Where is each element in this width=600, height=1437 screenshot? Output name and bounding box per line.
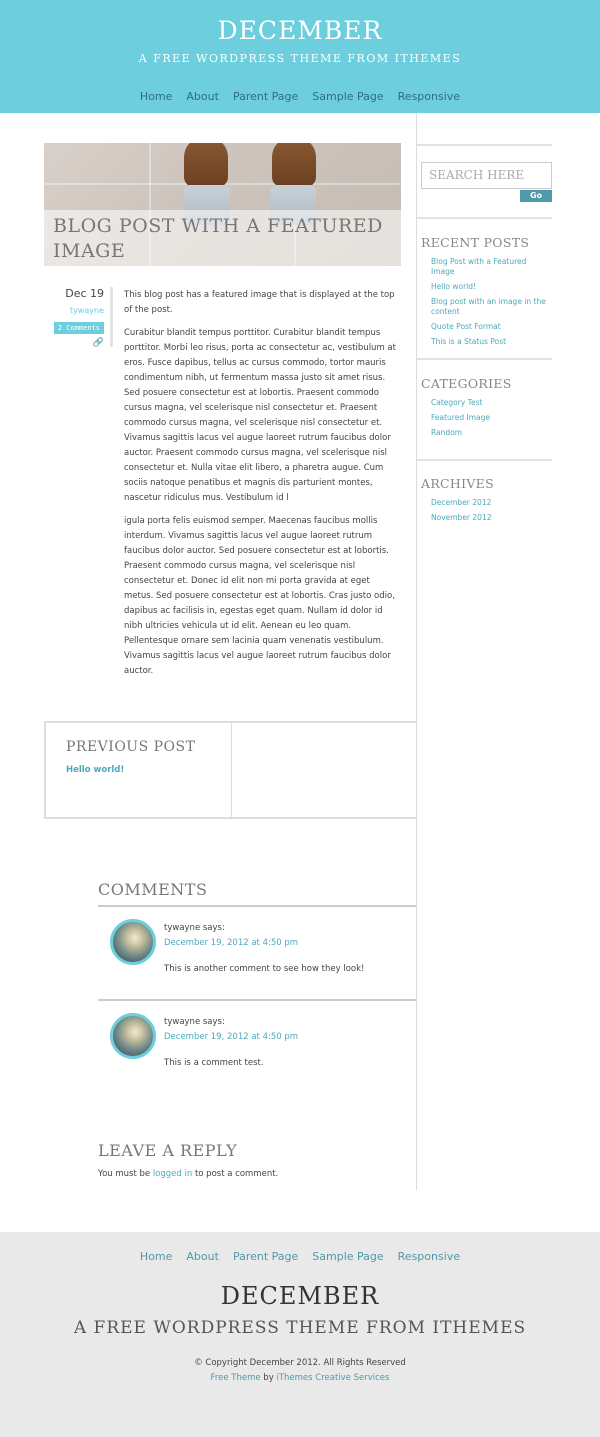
comment-date-link[interactable]: December 19, 2012 at 4:50 pm bbox=[164, 1032, 299, 1042]
post-navigation bbox=[44, 721, 417, 819]
credits-by: by bbox=[260, 1373, 277, 1383]
free-theme-link[interactable]: Free Theme bbox=[210, 1373, 261, 1383]
ithemes-link[interactable]: iThemes Creative Services bbox=[276, 1373, 390, 1383]
previous-post-link[interactable]: Hello world! bbox=[66, 765, 125, 775]
post-date: Dec 19 bbox=[65, 287, 104, 300]
nav-parent-page[interactable]: Parent Page bbox=[232, 90, 299, 103]
footer-site-description: A FREE WORDPRESS THEME FROM ITHEMES bbox=[73, 1318, 527, 1338]
main-nav bbox=[0, 90, 600, 103]
comment-author: tywayne says: bbox=[164, 923, 225, 933]
previous-post-label: PREVIOUS POST bbox=[66, 739, 196, 755]
avatar bbox=[110, 919, 156, 965]
search-button[interactable]: Go bbox=[520, 190, 552, 202]
comment bbox=[98, 905, 417, 1000]
post-author[interactable]: tywayne bbox=[69, 306, 104, 315]
recent-posts-list bbox=[431, 257, 551, 352]
search-placeholder: SEARCH HERE bbox=[429, 168, 525, 182]
left-shoe bbox=[184, 143, 228, 187]
category-link[interactable]: Featured Image bbox=[431, 413, 490, 422]
recent-post-link[interactable]: This is a Status Post bbox=[431, 337, 507, 346]
site-description: A FREE WORDPRESS THEME FROM ITHEMES bbox=[138, 52, 462, 65]
nav-responsive[interactable]: Responsive bbox=[397, 90, 461, 103]
post-article bbox=[44, 143, 401, 676]
featured-image bbox=[44, 143, 401, 266]
comment bbox=[98, 999, 417, 1094]
credits bbox=[0, 1373, 600, 1383]
nav-about[interactable]: About bbox=[186, 90, 219, 103]
comments-title: COMMENTS bbox=[98, 880, 208, 899]
post-paragraph: igula porta felis euismod semper. Maecenas faucibus mollis interdum. Vivamus sagittis lacus vel augue laoreet rutrum faucibus dolor auctor. Sed posuere consectetur est at lobortis. Praesent commodo cursus magna, vel scelerisque nisl consectetur et. Donec id elit non mi porta gravida at eget metus. Sed posuere consectetur est at lobortis. Cras justo odio, dapibus ac facilisis in, egestas eget quam. Nullam id dolor id nibh ultricies vehicula ut id elit. Aenean eu leo quam. Pellentesque ornare sem lacinia quam venenatis vestibulum. Vivamus sagittis lacus vel augue laoreet rutrum faucibus dolor auctor. bbox=[124, 516, 395, 676]
recent-post-link[interactable]: Hello world! bbox=[431, 282, 477, 291]
categories-list bbox=[431, 398, 551, 443]
recent-post-link[interactable]: Blog Post with a Featured Image bbox=[431, 257, 527, 276]
footer-nav-parent-page[interactable]: Parent Page bbox=[232, 1250, 299, 1263]
previous-post-cell bbox=[46, 723, 232, 817]
recent-posts-title: RECENT POSTS bbox=[421, 235, 530, 250]
site-header bbox=[0, 0, 600, 113]
footer-nav-responsive[interactable]: Responsive bbox=[397, 1250, 461, 1263]
comment-author: tywayne says: bbox=[164, 1017, 225, 1027]
widget-separator bbox=[417, 358, 552, 360]
footer-nav-sample-page[interactable]: Sample Page bbox=[312, 1250, 384, 1263]
login-link[interactable]: logged in bbox=[152, 1169, 193, 1179]
right-shoe bbox=[272, 143, 316, 187]
recent-post-link[interactable]: Blog post with an image in the content bbox=[431, 297, 546, 316]
post-paragraph: Curabitur blandit tempus porttitor. Curabitur blandit tempus porttitor. Morbi leo risus, porta ac consectetur ac, vestibulum at eros. Fusce dapibus, tellus ac cursus commodo, tortor mauris condimentum nibh, ut fermentum massa justo sit amet risus. Sed posuere consectetur est at lobortis. Praesent commodo cursus magna, vel scelerisque nisl consectetur et. Praesent commodo cursus magna, vel scelerisque nisl consectetur et. Vivamus sagittis lacus vel augue laoreet rutrum faucibus dolor auctor. Praesent commodo cursus magna, vel scelerisque nisl consectetur et. Nulla vitae elit libero, a pharetra augue. Cum sociis natoque penatibus et magnis dis parturient montes, nascetur ridiculus mus. Vestibulum id l bbox=[124, 328, 396, 503]
archives-title: ARCHIVES bbox=[421, 476, 494, 491]
footer-site-title[interactable]: DECEMBER bbox=[220, 1282, 380, 1310]
reply-note-before: You must be bbox=[98, 1169, 153, 1179]
nav-sample-page[interactable]: Sample Page bbox=[312, 90, 384, 103]
comments-count-badge[interactable]: 2 Comments bbox=[54, 322, 104, 334]
widget-separator bbox=[417, 217, 552, 219]
site-footer bbox=[0, 1232, 600, 1437]
nav-home[interactable]: Home bbox=[139, 90, 173, 103]
reply-note bbox=[98, 1169, 278, 1179]
reply-title: LEAVE A REPLY bbox=[98, 1141, 238, 1160]
comment-date-link[interactable]: December 19, 2012 at 4:50 pm bbox=[164, 938, 299, 948]
site-title[interactable]: DECEMBER bbox=[217, 16, 383, 45]
reply-note-after: to post a comment. bbox=[192, 1169, 279, 1179]
category-link[interactable]: Random bbox=[431, 428, 463, 437]
archive-link[interactable]: December 2012 bbox=[431, 498, 492, 507]
meta-divider bbox=[110, 287, 113, 347]
sidebar-divider bbox=[416, 113, 417, 1190]
avatar bbox=[110, 1013, 156, 1059]
comment-text: This is a comment test. bbox=[164, 1058, 264, 1068]
copyright: © Copyright December 2012. All Rights Reserved bbox=[194, 1358, 406, 1368]
archives-list bbox=[431, 498, 551, 528]
post-title[interactable]: BLOG POST WITH A FEATURED IMAGE bbox=[53, 215, 383, 262]
footer-nav-home[interactable]: Home bbox=[139, 1250, 173, 1263]
post-paragraph: This blog post has a featured image that is displayed at the top of the post. bbox=[124, 290, 395, 315]
footer-nav-about[interactable]: About bbox=[186, 1250, 219, 1263]
widget-separator bbox=[417, 144, 552, 146]
footer-nav bbox=[0, 1250, 600, 1263]
widget-separator bbox=[417, 459, 552, 461]
category-link[interactable]: Category Test bbox=[431, 398, 483, 407]
search-input[interactable] bbox=[421, 162, 552, 189]
categories-title: CATEGORIES bbox=[421, 376, 512, 391]
link-icon[interactable]: 🔗 bbox=[92, 338, 104, 348]
comment-text: This is another comment to see how they look! bbox=[164, 964, 365, 974]
post-content bbox=[124, 288, 401, 687]
recent-post-link[interactable]: Quote Post Format bbox=[431, 322, 501, 331]
archive-link[interactable]: November 2012 bbox=[431, 513, 492, 522]
post-meta bbox=[44, 287, 104, 348]
